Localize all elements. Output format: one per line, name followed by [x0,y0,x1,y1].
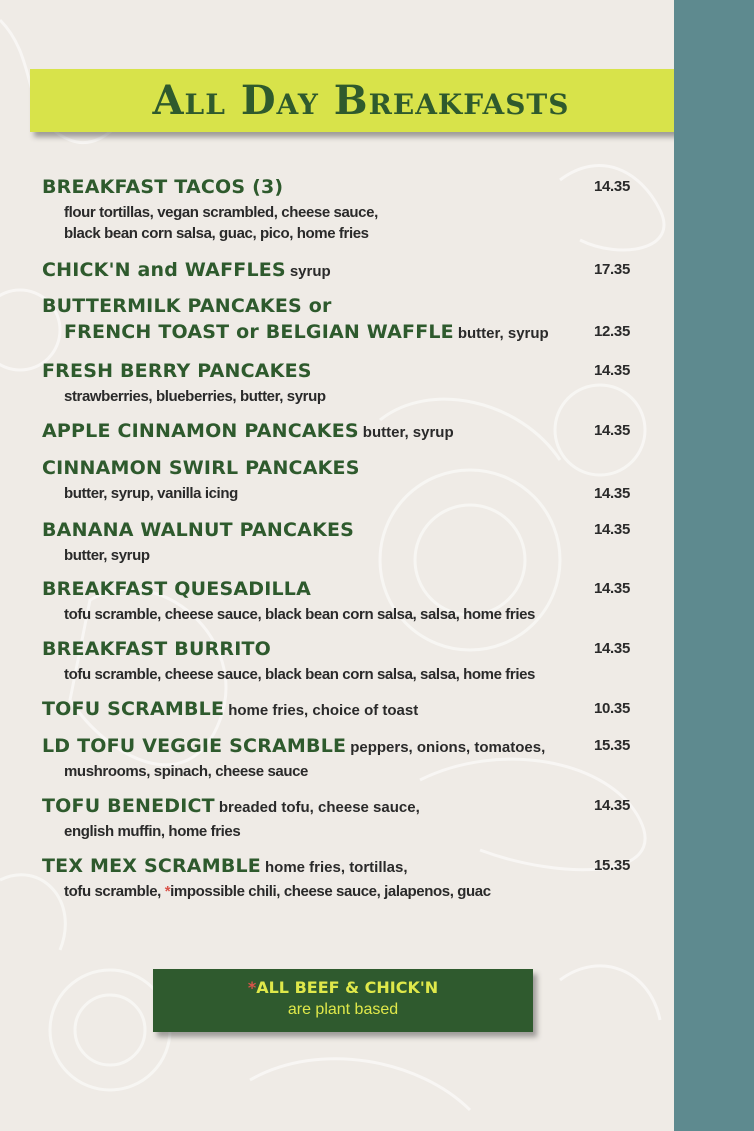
item-name: APPLE CINNAMON PANCAKES [42,420,359,442]
item-price: 14.35 [593,178,630,195]
item-price: 10.35 [593,700,630,717]
item-name: CINNAMON SWIRL PANCAKES [42,457,360,479]
menu-item [42,360,630,407]
item-description: butter, syrup [64,547,150,564]
desc-part: tofu scramble, [64,883,161,900]
menu-item [42,638,630,685]
item-name-second-line: FRENCH TOAST or BELGIAN WAFFLE [64,321,454,343]
menu-item [42,519,630,566]
item-description: english muffin, home fries [64,823,241,840]
menu-item [42,855,630,902]
menu-item [42,795,630,842]
item-description: breaded tofu, cheese sauce, [218,799,420,816]
item-description: black bean corn salsa, guac, pico, home fries [64,225,369,242]
item-description: butter, syrup [362,424,454,441]
item-name: BREAKFAST BURRITO [42,638,272,660]
item-price: 14.35 [593,422,630,439]
item-description [42,881,630,902]
item-name: LD TOFU VEGGIE SCRAMBLE [42,735,347,757]
side-color-band [674,0,754,1131]
item-name: BREAKFAST QUESADILLA [42,578,311,600]
item-price: 14.35 [593,362,630,379]
item-name: BANANA WALNUT PANCAKES [42,519,355,541]
menu-item [42,457,630,509]
item-description: tofu scramble, cheese sauce, black bean corn salsa, salsa, home fries [64,666,535,683]
item-description: home fries, tortillas, [265,859,408,876]
menu-item [42,295,630,347]
item-name: TOFU SCRAMBLE [42,698,225,720]
menu-item [42,259,630,285]
note-subtext: are plant based [287,1001,399,1018]
page-title: All Day Breakfasts [152,76,570,124]
item-price: 17.35 [593,261,630,278]
item-name: BUTTERMILK PANCAKES or [42,295,332,317]
asterisk-mark: * [164,883,171,900]
item-description: home fries, choice of toast [228,702,419,719]
note-heading [153,978,533,997]
desc-part: impossible chili, cheese sauce, jalapenos, guac [170,883,491,900]
item-name: FRESH BERRY PANCAKES [42,360,312,382]
menu-item [42,698,630,724]
item-price: 14.35 [593,485,630,502]
item-price: 15.35 [593,857,630,874]
item-price: 14.35 [593,640,630,657]
plant-based-note [153,969,533,1032]
note-heading-text: ALL BEEF & CHICK'N [256,978,439,997]
item-description: butter, syrup [457,325,549,342]
item-price: 14.35 [593,521,630,538]
item-description: syrup [289,263,331,280]
item-description: tofu scramble, cheese sauce, black bean corn salsa, salsa, home fries [64,606,535,623]
item-description: strawberries, blueberries, butter, syrup [64,388,326,405]
item-name: CHICK'N and WAFFLES [42,259,286,281]
menu-item [42,176,630,244]
item-price: 14.35 [593,580,630,597]
item-name: TOFU BENEDICT [42,795,215,817]
asterisk-mark: * [247,978,257,997]
item-description: peppers, onions, tomatoes, [350,739,546,756]
item-name: BREAKFAST TACOS (3) [42,176,284,198]
item-description: flour tortillas, vegan scrambled, cheese sauce, [64,204,378,221]
title-banner [30,69,692,132]
item-price: 12.35 [593,323,630,340]
item-price: 14.35 [593,797,630,814]
item-name: TEX MEX SCRAMBLE [42,855,261,877]
menu-item [42,420,630,446]
menu-item [42,735,630,782]
item-price: 15.35 [593,737,630,754]
item-description: butter, syrup, vanilla icing [64,485,238,502]
menu-item [42,578,630,625]
item-description: mushrooms, spinach, cheese sauce [64,763,308,780]
